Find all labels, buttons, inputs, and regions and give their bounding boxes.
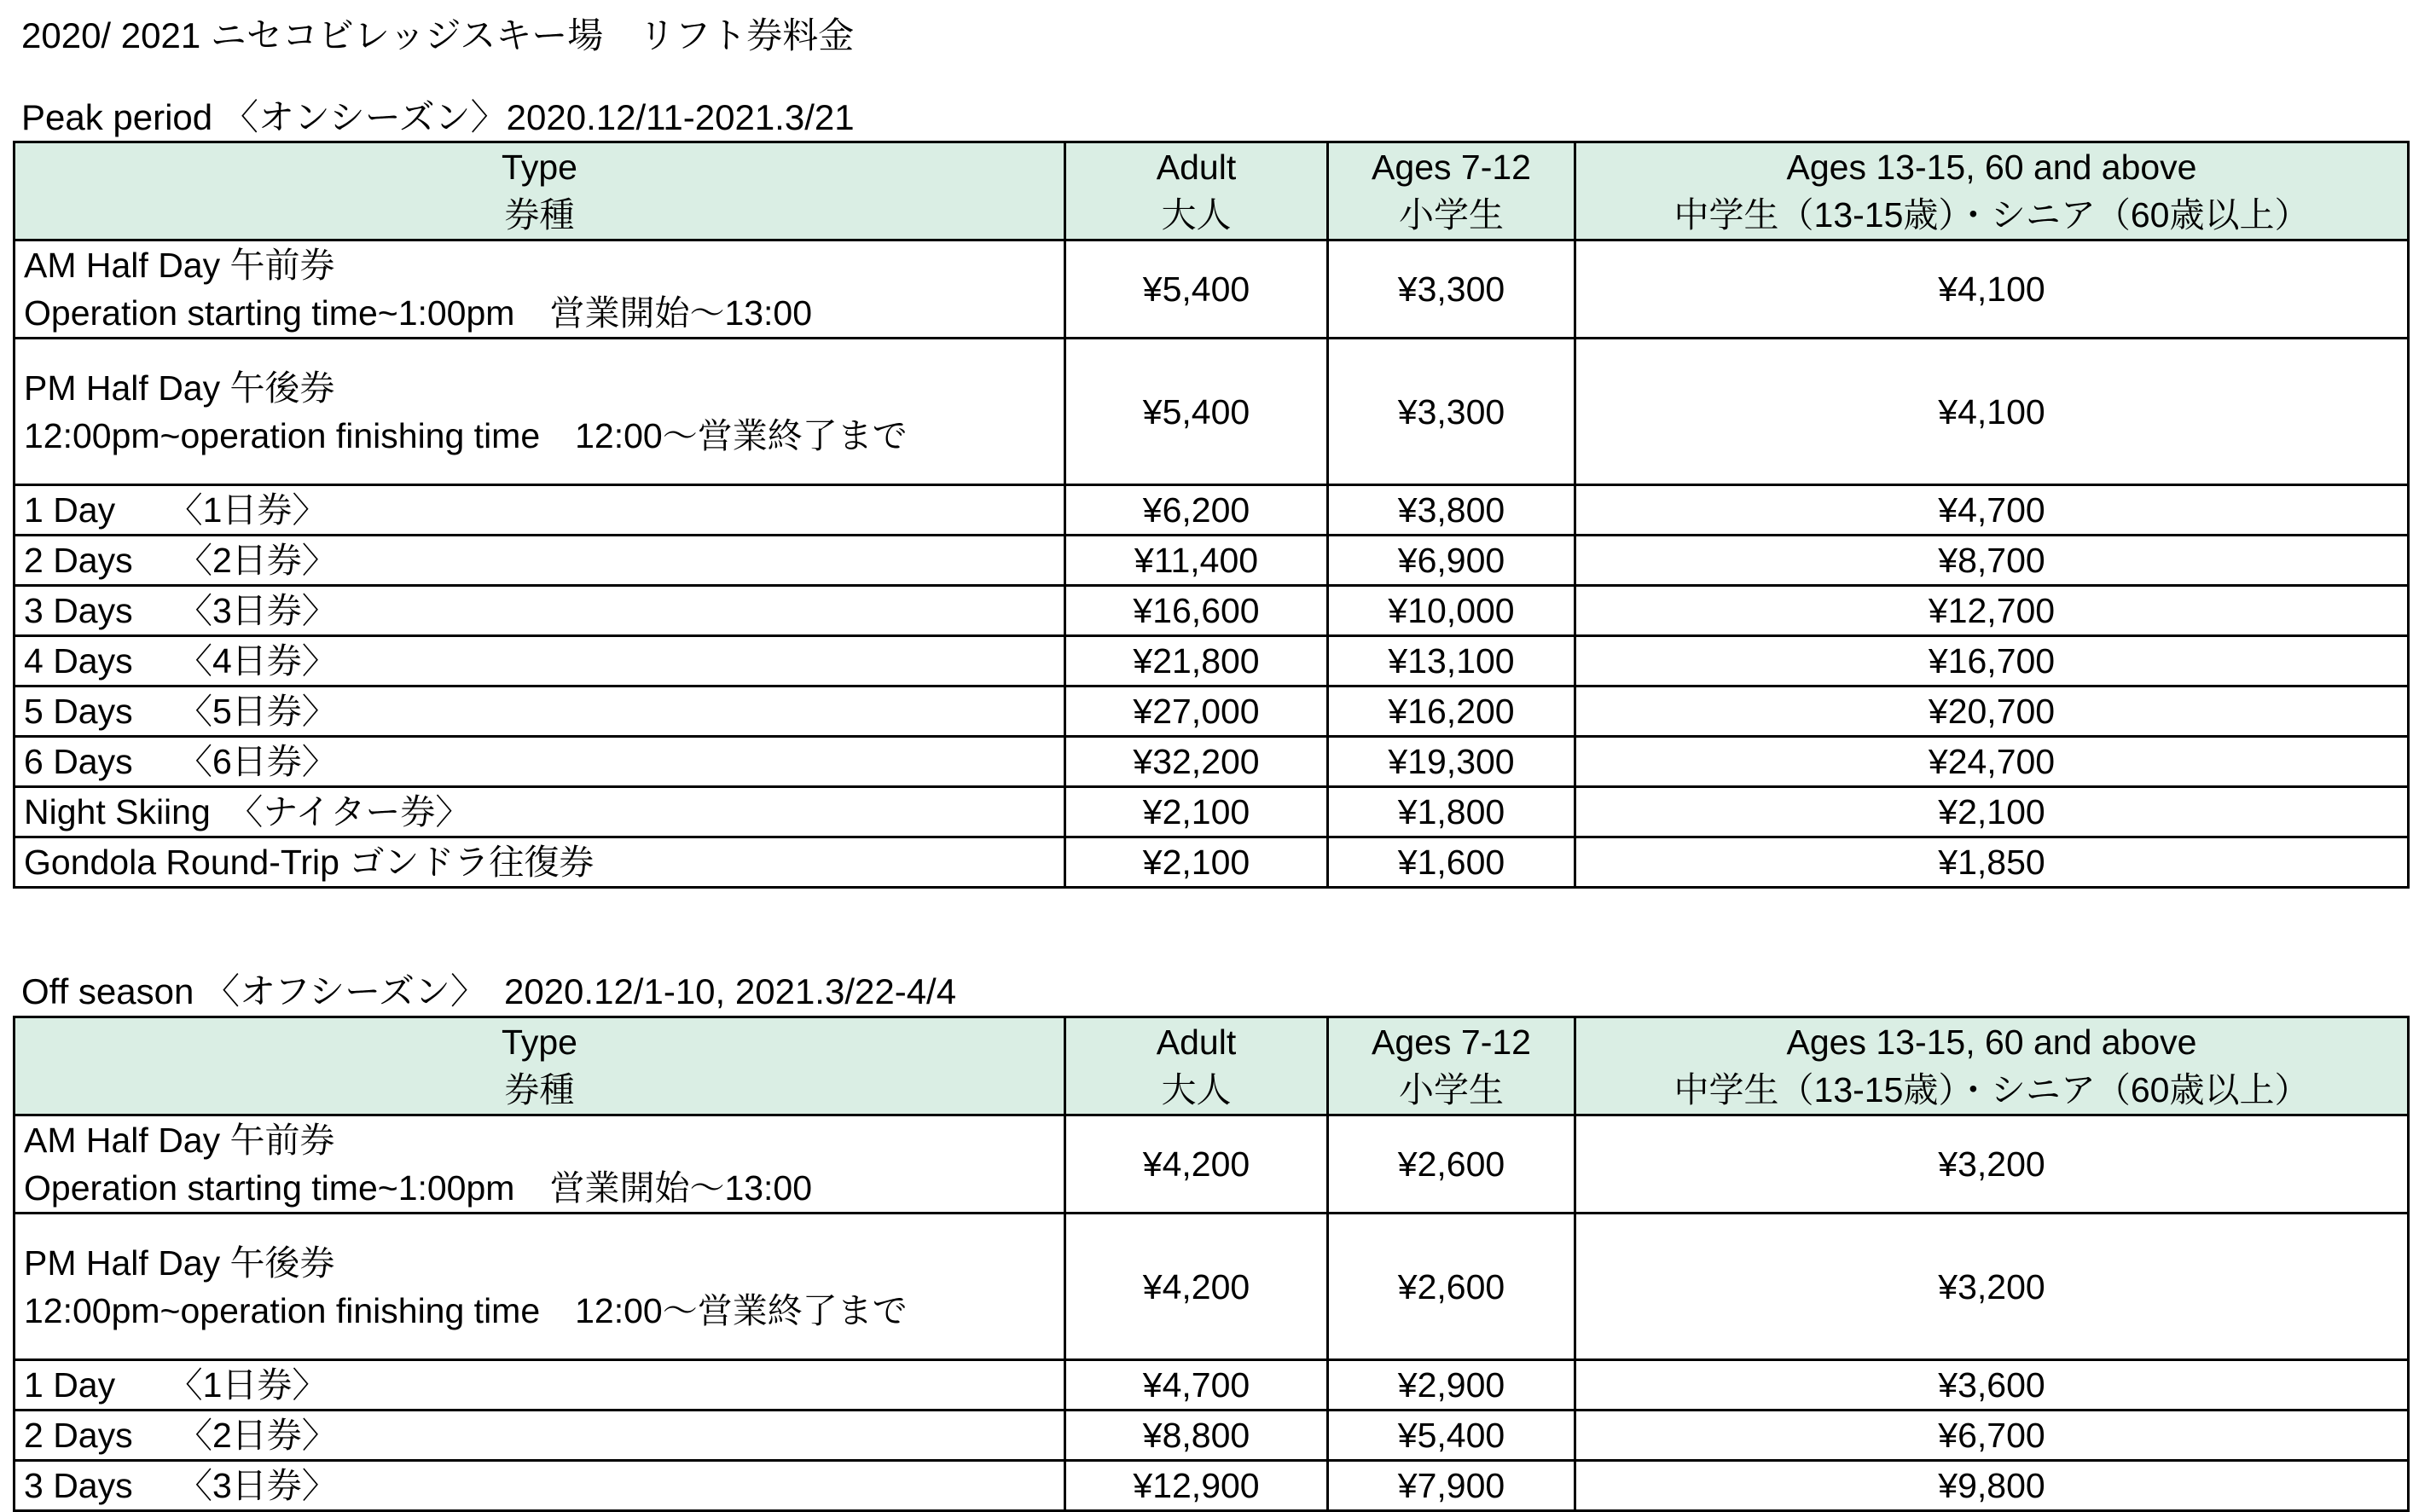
peak-section-title: Peak period 〈オンシーズン〉2020.12/11-2021.3/21 [21,97,855,137]
child-price: ¥3,300 [1328,339,1575,485]
table-header-row [15,142,2409,240]
child-price: ¥2,900 [1328,1360,1575,1411]
header-type-en: Type [502,148,577,187]
table-row [15,339,2409,485]
header-child-en: Ages 7-12 [1372,148,1531,187]
table-row [15,1461,2409,1511]
header-teen-en: Ages 13-15, 60 and above [1786,1022,2197,1062]
adult-price: ¥27,000 [1065,686,1328,737]
header-child [1328,142,1575,240]
header-adult [1065,142,1328,240]
header-teen-senior [1575,142,2409,240]
header-adult-ja: 大人 [1161,1070,1232,1109]
table-row [15,485,2409,536]
header-child [1328,1017,1575,1115]
peak-price-table [13,141,2410,889]
header-child-en: Ages 7-12 [1372,1022,1531,1062]
child-price: ¥19,300 [1328,737,1575,787]
ticket-type-hours: 12:00pm~operation finishing time 12:00～営業終了まで [24,415,908,455]
child-price: ¥1,600 [1328,837,1575,888]
header-adult [1065,1017,1328,1115]
teen-senior-price: ¥4,100 [1575,339,2409,485]
header-type-ja: 券種 [504,195,575,235]
table-row [15,686,2409,737]
ticket-type-name: 2 Days 〈2日券〉 [15,536,1065,586]
header-teen-ja: 中学生（13-15歳）・シニア（60歳以上） [1673,1070,2310,1109]
header-adult-en: Adult [1156,148,1237,187]
off-section-title: Off season 〈オフシーズン〉 2020.12/1-10, 2021.3/22-4/4 [21,971,957,1011]
adult-price: ¥4,200 [1065,1115,1328,1214]
teen-senior-price: ¥8,700 [1575,536,2409,586]
ticket-type-name: AM Half Day 午前券 [24,246,335,285]
teen-senior-price: ¥3,600 [1575,1360,2409,1411]
table-row [15,1115,2409,1214]
adult-price: ¥5,400 [1065,339,1328,485]
child-price: ¥3,300 [1328,240,1575,339]
table-row [15,536,2409,586]
teen-senior-price: ¥24,700 [1575,737,2409,787]
ticket-type-name: 2 Days 〈2日券〉 [15,1411,1065,1461]
table-row [15,1411,2409,1461]
child-price: ¥6,900 [1328,536,1575,586]
header-child-ja: 小学生 [1399,195,1504,235]
adult-price: ¥16,600 [1065,586,1328,636]
table-row [15,1214,2409,1360]
ticket-type-cell [15,1115,1065,1214]
child-price: ¥7,900 [1328,1461,1575,1511]
header-teen-senior [1575,1017,2409,1115]
ticket-type-hours: Operation starting time~1:00pm 営業開始～13:00 [24,1168,813,1208]
header-child-ja: 小学生 [1399,1070,1504,1109]
adult-price: ¥32,200 [1065,737,1328,787]
teen-senior-price: ¥4,100 [1575,240,2409,339]
adult-price: ¥11,400 [1065,536,1328,586]
adult-price: ¥6,200 [1065,485,1328,536]
teen-senior-price: ¥3,200 [1575,1115,2409,1214]
child-price: ¥2,600 [1328,1214,1575,1360]
ticket-type-name: 1 Day 〈1日券〉 [15,485,1065,536]
ticket-type-hours: Operation starting time~1:00pm 営業開始～13:00 [24,293,813,333]
teen-senior-price: ¥4,700 [1575,485,2409,536]
child-price: ¥13,100 [1328,636,1575,686]
table-row [15,1360,2409,1411]
adult-price: ¥4,200 [1065,1214,1328,1360]
child-price: ¥3,800 [1328,485,1575,536]
table-row [15,837,2409,888]
table-row [15,787,2409,837]
header-type-en: Type [502,1022,577,1062]
ticket-type-name: 3 Days 〈3日券〉 [15,1461,1065,1511]
header-teen-ja: 中学生（13-15歳）・シニア（60歳以上） [1673,195,2310,235]
adult-price: ¥21,800 [1065,636,1328,686]
adult-price: ¥12,900 [1065,1461,1328,1511]
ticket-type-hours: 12:00pm~operation finishing time 12:00～営業終了まで [24,1290,908,1330]
header-type [15,142,1065,240]
ticket-type-name: PM Half Day 午後券 [24,368,335,408]
child-price: ¥5,400 [1328,1411,1575,1461]
teen-senior-price: ¥2,100 [1575,787,2409,837]
header-adult-en: Adult [1156,1022,1237,1062]
child-price: ¥16,200 [1328,686,1575,737]
ticket-type-cell [15,339,1065,485]
ticket-type-name: 1 Day 〈1日券〉 [15,1360,1065,1411]
header-type [15,1017,1065,1115]
ticket-type-name: AM Half Day 午前券 [24,1121,335,1160]
adult-price: ¥2,100 [1065,787,1328,837]
table-header-row [15,1017,2409,1115]
ticket-type-name: Night Skiing 〈ナイター券〉 [15,787,1065,837]
ticket-type-cell [15,240,1065,339]
child-price: ¥1,800 [1328,787,1575,837]
teen-senior-price: ¥9,800 [1575,1461,2409,1511]
teen-senior-price: ¥16,700 [1575,636,2409,686]
teen-senior-price: ¥12,700 [1575,586,2409,636]
header-type-ja: 券種 [504,1070,575,1109]
table-row [15,240,2409,339]
child-price: ¥10,000 [1328,586,1575,636]
ticket-type-name: 5 Days 〈5日券〉 [15,686,1065,737]
adult-price: ¥2,100 [1065,837,1328,888]
ticket-type-name: 4 Days 〈4日券〉 [15,636,1065,686]
off-price-table [13,1016,2410,1512]
ticket-type-name: Gondola Round-Trip ゴンドラ往復券 [15,837,1065,888]
header-adult-ja: 大人 [1161,195,1232,235]
ticket-type-name: 3 Days 〈3日券〉 [15,586,1065,636]
table-row [15,737,2409,787]
header-teen-en: Ages 13-15, 60 and above [1786,148,2197,187]
table-row [15,636,2409,686]
ticket-type-name: PM Half Day 午後券 [24,1243,335,1283]
child-price: ¥2,600 [1328,1115,1575,1214]
teen-senior-price: ¥1,850 [1575,837,2409,888]
teen-senior-price: ¥6,700 [1575,1411,2409,1461]
ticket-type-name: 6 Days 〈6日券〉 [15,737,1065,787]
adult-price: ¥4,700 [1065,1360,1328,1411]
teen-senior-price: ¥20,700 [1575,686,2409,737]
teen-senior-price: ¥3,200 [1575,1214,2409,1360]
page-title: 2020/ 2021 ニセコビレッジスキー場 リフト券料金 [21,15,855,55]
adult-price: ¥5,400 [1065,240,1328,339]
adult-price: ¥8,800 [1065,1411,1328,1461]
ticket-type-cell [15,1214,1065,1360]
table-row [15,586,2409,636]
